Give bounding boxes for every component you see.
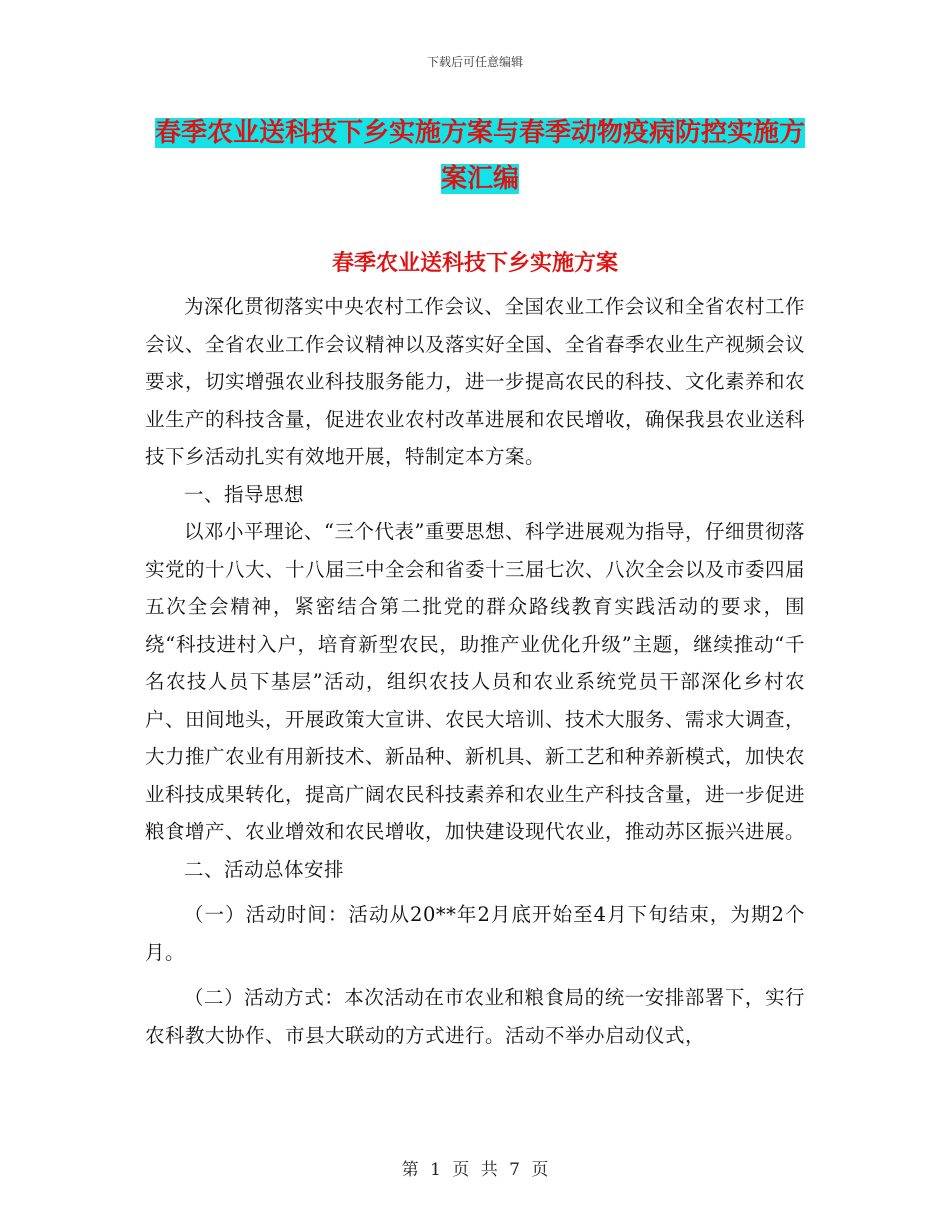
paragraph-intro: 为深化贯彻落实中央农村工作会议、全国农业工作会议和全省农村工作会议、全省农业工作会议精神以及落实好全国、全省春季农业生产视频会议要求，切实增强农业科技服务能力，进一步提高农民的科技、文化素养和农业生产的科技含量，促进农业农村改革进展和农民增收，确保我县农业送科技下乡活动扎实有效地开展，特制定本方案。: [145, 295, 806, 468]
main-title-highlight: 春季农业送科技下乡实施方案与春季动物疫病防控实施方案汇编: [154, 118, 805, 194]
heading-guiding-thought: 一、指导思想: [184, 482, 305, 506]
heading-overall-arrangement: 二、活动总体安排: [184, 857, 345, 881]
document-body: [145, 288, 805, 1054]
section-title: 春季农业送科技下乡实施方案: [331, 251, 618, 276]
document-main-title: [150, 110, 810, 202]
paragraph-guiding-thought: 以邓小平理论、“三个代表”重要思想、科学进展观为指导，仔细贯彻落实党的十八大、十八届三中全会和省委十三届七次、八次全会以及市委四届五次全会精神，紧密结合第二批党的群众路线教育实践活动的要求，围绕“科技进村入户，培育新型农民，助推产业优化升级”主题，继续推动“千名农技人员下基层”活动，组织农技人员和农业系统党员干部深化乡村农户、田间地头，开展政策大宣讲、农民大培训、技术大服务、需求大调查，大力推广农业有用新技术、新品种、新机具、新工艺和种养新模式，加快农业科技成果转化，提高广阔农民科技素养和农业生产科技含量，进一步促进粮食增产、农业增效和农民增收，加快建设现代农业，推动苏区振兴进展。: [145, 520, 806, 843]
paragraph-activity-time: （一）活动时间：活动从20**年2月底开始至4月下旬结束，为期2个月。: [145, 903, 805, 964]
paragraph-activity-method: （二）活动方式：本次活动在市农业和粮食局的统一安排部署下，实行农科教大协作、市县大联动的方式进行。活动不举办启动仪式，: [145, 986, 805, 1047]
page-number-footer: 第 1 页 共 7 页: [401, 1160, 549, 1180]
header-note: 下载后可任意编辑: [426, 55, 523, 69]
